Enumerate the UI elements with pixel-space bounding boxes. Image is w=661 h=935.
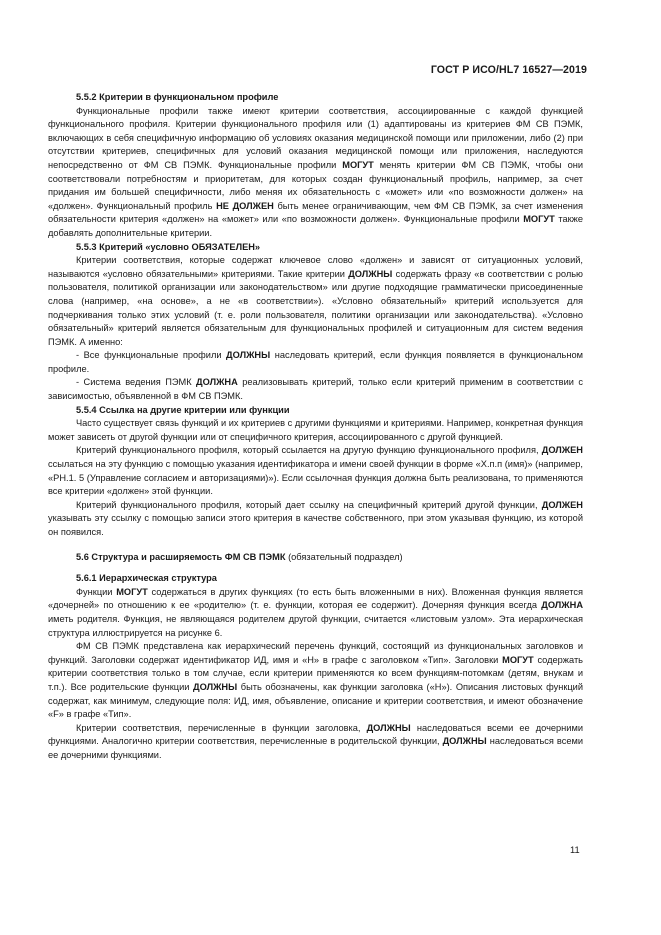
section-5-6-1-heading: 5.6.1 Иерархическая структура <box>76 573 217 584</box>
section-5-6-1-paragraph-1: Функции МОГУТ содержаться в других функциях (то есть быть вложенными в них). Вложенная функция является «дочерней» по отношению к ее «родителю» (т. е. функции, которая ее содержит). Дочерняя функция всегда ДОЛЖНА иметь родителя. Функция, не являющаяся родителем другой функции, считается «листовым узлом». Эта иерархическая структура иллюстрируется на рисунке 6. <box>48 586 584 638</box>
section-5-5-4-paragraph-1: Часто существует связь функций и их критериев с другими функциями и критериями. Например, конкретная функция может зависеть от другой функции или от специфичного критерия, ассоциированного с другой функцией. <box>48 418 583 442</box>
section-5-5-3-heading: 5.5.3 Критерий «условно ОБЯЗАТЕЛЕН» <box>76 241 261 252</box>
section-5-6-1-paragraph-2: ФМ СВ ПЭМК представлена как иерархический перечень функций, состоящий из функциональных заголовков и функций. Заголовки содержат идентификатор ИД, имя и «Н» в графе с заголовком «Тип». Заголовки МОГУТ содержать критерии соответствия только в том случае, если критерии применяются ко всем функциям-потомкам (детям, внукам и т.п.). Все родительские функции ДОЛЖНЫ быть обозначены, как функции заголовка («Н»). Описания листовых функций содержат, как минимум, следующие поля: ИД, имя, объявление, описание и критерии соответствия, и имеют обозначение «F» в графе «Тип». <box>48 641 583 720</box>
section-5-5-3-paragraph: Критерии соответствия, которые содержат ключевое слово «должен» и зависят от ситуационных условий, называются «условно обязательными» критериями. Такие критерии ДОЛЖНЫ содержать фразу «в соответствии с ролью пользователя, политикой организации или законодательством» или другие подходящие грамматически присоединенные слова (например, «на основе», а не «в соответствии»). «Условно обязательный» критерий используется для подчеркивания только этих условий (т. е. роли пользователя, политики организации или законодательства). «Условно обязательный» критерий является обязательным для функциональных профилей и ситуационным для систем ведения ПЭМК. А именно: <box>48 255 583 347</box>
page-number: 11 <box>570 845 580 855</box>
section-5-5-4-paragraph-2: Критерий функционального профиля, который ссылается на другую функцию функционального профиля, ДОЛЖЕН ссылаться на эту функцию с помощью указания идентификатора и имени своей функции в форме «Х.п.п (имя)» (например, «РН.1. 5 (Управление согласием и авторизациями)»). Если ссылочная функция должна быть реализована, то применяются все критерии «должен» этой функции. <box>48 445 583 497</box>
list-item-ehr-system: - Система ведения ПЭМК ДОЛЖНА реализовывать критерий, только если критерий применим в соответствии с зависимостью, объявленной в ФМ СВ ПЭМК. <box>48 377 583 402</box>
section-5-5-2-heading: 5.5.2 Критерии в функциональном профиле <box>76 92 279 102</box>
document-header: ГОСТ Р ИСО/HL7 16527—2019 <box>430 64 587 76</box>
section-5-5-4-heading: 5.5.4 Ссылка на другие критерии или функции <box>76 404 290 415</box>
section-5-5-2-paragraph: Функциональные профили также имеют критерии соответствия, ассоциированные с каждой функцией функционального профиля. Критерии функционального профиля или (1) адаптированы из критериев ФМ СВ ПЭМК, включающих в себя специфичную информацию об условиях оказания медицинской помощи или приложении, либо (2) при отсутствии критериев, специфичных для условий оказания медицинской помощи или приложения, наследуются непосредственно от ФМ СВ ПЭМК. Функциональные профили МОГУТ менять критерии ФМ СВ ПЭМК, чтобы они соответствовали потребностям и приоритетам, для которых создан функциональный профиль, например, за счет придания им большей специфичности, либо меняя их обязательность с «может» или «по возможности должен» на «должен». Функциональный профиль НЕ ДОЛЖЕН быть менее ограничивающим, чем ФМ СВ ПЭМК, за счет изменения обязательности критерия «должен» на «может» или «по возможности должен». Функциональные профили МОГУТ также добавлять дополнительные критерии. <box>48 105 584 238</box>
document-body <box>48 91 583 763</box>
list-item-functional-profiles: - Все функциональные профили ДОЛЖНЫ наследовать критерий, если функция появляется в функциональном профиле. <box>48 350 583 374</box>
section-5-5-4-paragraph-3: Критерий функционального профиля, который дает ссылку на специфичный критерий другой функции, ДОЛЖЕН указывать эту ссылку с помощью записи этого критерия в качестве собственного, при этом указывая функцию, из которой он появился. <box>48 499 583 537</box>
section-5-6-heading: 5.6 Структура и расширяемость ФМ СВ ПЭМК (обязательный подраздел) <box>76 551 403 562</box>
section-5-6-1-paragraph-3: Критерии соответствия, перечисленные в функции заголовка, ДОЛЖНЫ наследоваться всеми ее дочерними функциями. Аналогично критерии соответствия, перечисленные в родительской функции, ДОЛЖНЫ наследоваться всеми ее дочерними функциями. <box>48 722 584 760</box>
